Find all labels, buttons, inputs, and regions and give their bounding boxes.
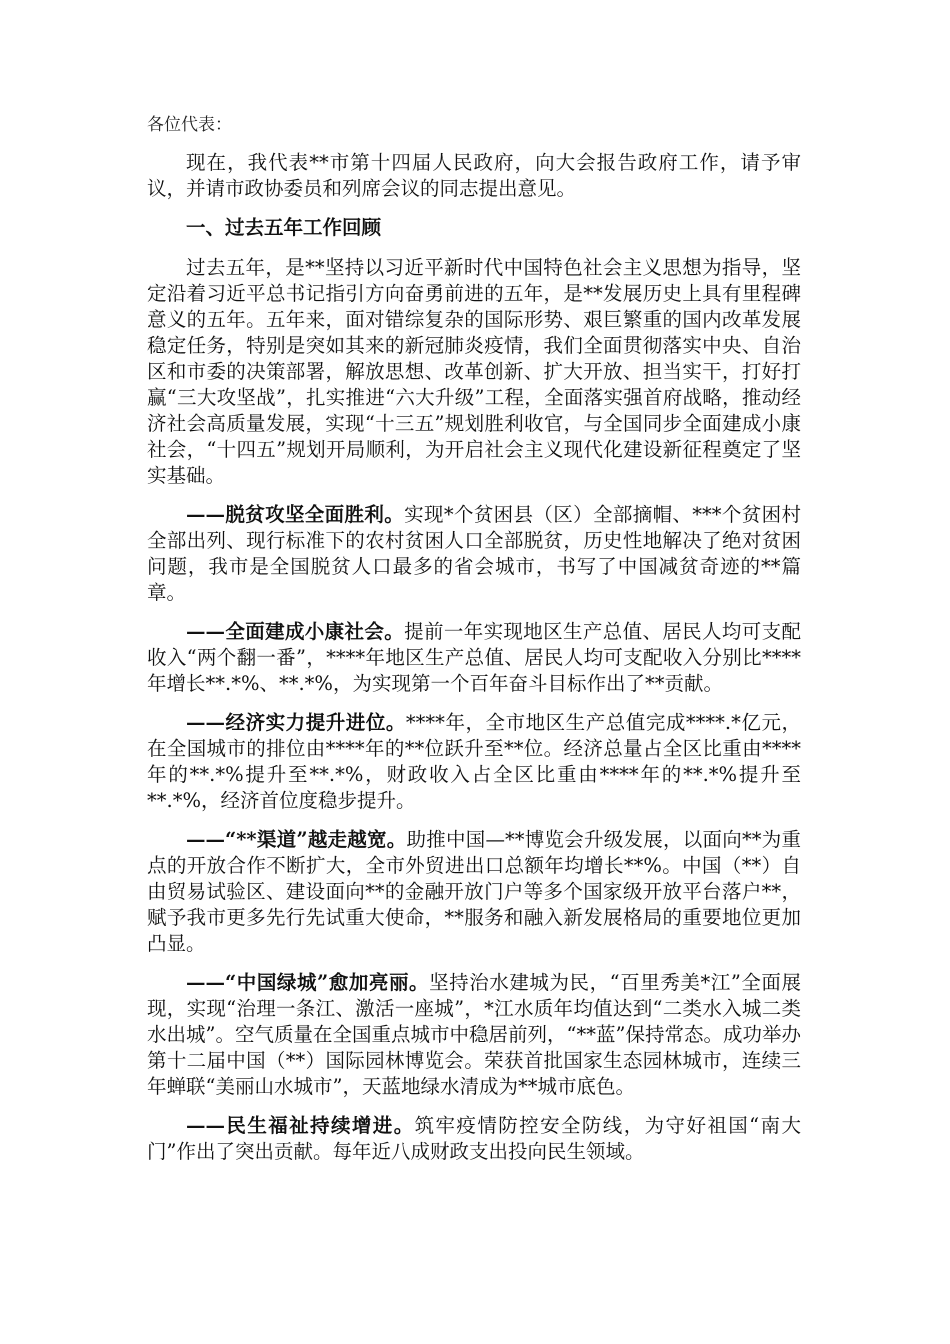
achievement-body: ****年，全市地区生产总值完成****.*亿元，在全国城市的排位由****年的**位跃升至**位。经济总量占全区比重由****年的**.*%提升至**.*%，财政收入占全区比重由****年的**.*%提升至**.*%，经济首位度稳步提升。 [147, 711, 801, 812]
section-heading: 一、过去五年工作回顾 [186, 216, 382, 239]
achievement-lead: ——脱贫攻坚全面胜利。 [186, 503, 405, 526]
achievement-lead: ——民生福祉持续增进。 [186, 1114, 415, 1137]
achievement-paragraph-green-city [147, 970, 801, 1100]
achievement-paragraph-economy [147, 710, 801, 814]
achievement-paragraph-poverty [147, 502, 801, 606]
intro-paragraph: 现在，我代表**市第十四届人民政府，向大会报告政府工作，请予审议，并请市政协委员和列席会议的同志提出意见。 [147, 151, 801, 200]
achievement-lead: ——“中国绿城”愈加亮丽。 [186, 971, 430, 994]
achievement-body: 提前一年实现地区生产总值、居民人均可支配收入“两个翻一番”，****年地区生产总值、居民人均可支配收入分别比****年增长**.*%、**.*%，为实现第一个百年奋斗目标作出了**贡献。 [147, 620, 801, 695]
achievement-lead: ——经济实力提升进位。 [186, 711, 406, 734]
achievement-paragraph-livelihood [147, 1113, 801, 1165]
achievement-lead: ——“**渠道”越走越宽。 [186, 828, 407, 851]
achievement-paragraph-xiaokang [147, 619, 801, 697]
achievement-paragraph-channel [147, 827, 801, 957]
overview-paragraph: 过去五年，是**坚持以习近平新时代中国特色社会主义思想为指导，坚定沿着习近平总书记指引方向奋勇前进的五年，是**发展历史上具有里程碑意义的五年。五年来，面对错综复杂的国际形势、艰巨繁重的国内改革发展稳定任务，特别是突如其来的新冠肺炎疫情，我们全面贯彻落实中央、自治区和市委的决策部署，解放思想、改革创新、扩大开放、担当实干，打好打赢“三大攻坚战”，扎实推进“六大升级”工程，全面落实强首府战略，推动经济社会高质量发展，实现“十三五”规划胜利收官，与全国同步全面建成小康社会，“十四五”规划开局顺利，为开启社会主义现代化建设新征程奠定了坚实基础。 [147, 256, 801, 487]
salutation: 各位代表： [147, 115, 232, 135]
achievement-body: 实现*个贫困县（区）全部摘帽、***个贫困村全部出列、现行标准下的农村贫困人口全部脱贫，历史性地解决了绝对贫困问题，我市是全国脱贫人口最多的省会城市，书写了中国减贫奇迹的**篇章。 [147, 503, 801, 604]
achievement-body: 筑牢疫情防控安全防线，为守好祖国“南大门”作出了突出贡献。每年近八成财政支出投向民生领域。 [147, 1114, 801, 1163]
achievement-body: 坚持治水建城为民，“百里秀美*江”全面展现，实现“治理一条江、激活一座城”，*江水质年均值达到“二类水入城二类水出城”。空气质量在全国重点城市中稳居前列，“**蓝”保持常态。成功举办第十二届中国（**）国际园林博览会。荣获首批国家生态园林城市，连续三年蝉联“美丽山水城市”，天蓝地绿水清成为**城市底色。 [147, 971, 801, 1098]
achievement-lead: ——全面建成小康社会。 [186, 620, 405, 643]
document-page [147, 112, 801, 1178]
achievement-body: 助推中国—**博览会升级发展，以面向**为重点的开放合作不断扩大，全市外贸进出口总额年均增长**%。中国（**）自由贸易试验区、建设面向**的金融开放门户等多个国家级开放平台落户**，赋予我市更多先行先试重大使命，**服务和融入新发展格局的重要地位更加凸显。 [147, 828, 801, 955]
